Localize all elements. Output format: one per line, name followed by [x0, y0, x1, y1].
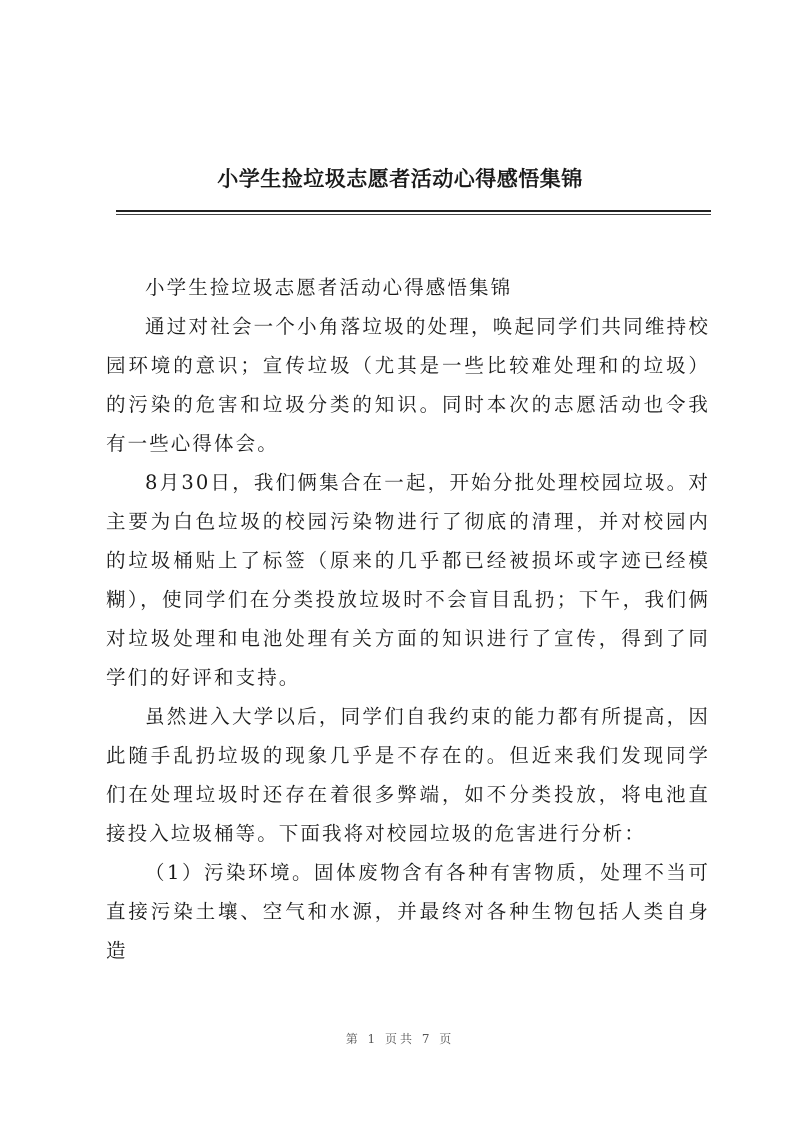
- title-divider-thin: [116, 214, 711, 215]
- body-paragraph: 虽然进入大学以后，同学们自我约束的能力都有所提高，因此随手乱扔垃圾的现象几乎是不存在的。但近来我们发现同学们在处理垃圾时还存在着很多弊端，如不分类投放，将电池直接投入垃圾桶等。下面我将对校园垃圾的危害进行分析：: [106, 705, 710, 845]
- body-paragraph: 8月30日，我们俩集合在一起，开始分批处理校园垃圾。对主要为白色垃圾的校园污染物进行了彻底的清理，并对校园内的垃圾桶贴上了标签（原来的几乎都已经被损坏或字迹已经模糊），使同学们在分类投放垃圾时不会盲目乱扔；下午，我们俩对垃圾处理和电池处理有关方面的知识进行了宣传，得到了同学们的好评和支持。: [106, 471, 710, 689]
- page-number-footer: 第 1 页共 7 页: [345, 1032, 455, 1046]
- page-title: 小学生捡垃圾志愿者活动心得感悟集锦: [217, 167, 583, 191]
- title-divider: [116, 210, 711, 212]
- document-body: [106, 268, 710, 970]
- body-paragraph: 小学生捡垃圾志愿者活动心得感悟集锦: [145, 276, 513, 299]
- body-paragraph: （1）污染环境。固体废物含有各种有害物质，处理不当可直接污染土壤、空气和水源，并最终对各种生物包括人类自身造: [106, 861, 710, 962]
- body-paragraph: 通过对社会一个小角落垃圾的处理，唤起同学们共同维持校园环境的意识；宣传垃圾（尤其是一些比较难处理和的垃圾）的污染的危害和垃圾分类的知识。同时本次的志愿活动也令我有一些心得体会。: [106, 315, 710, 455]
